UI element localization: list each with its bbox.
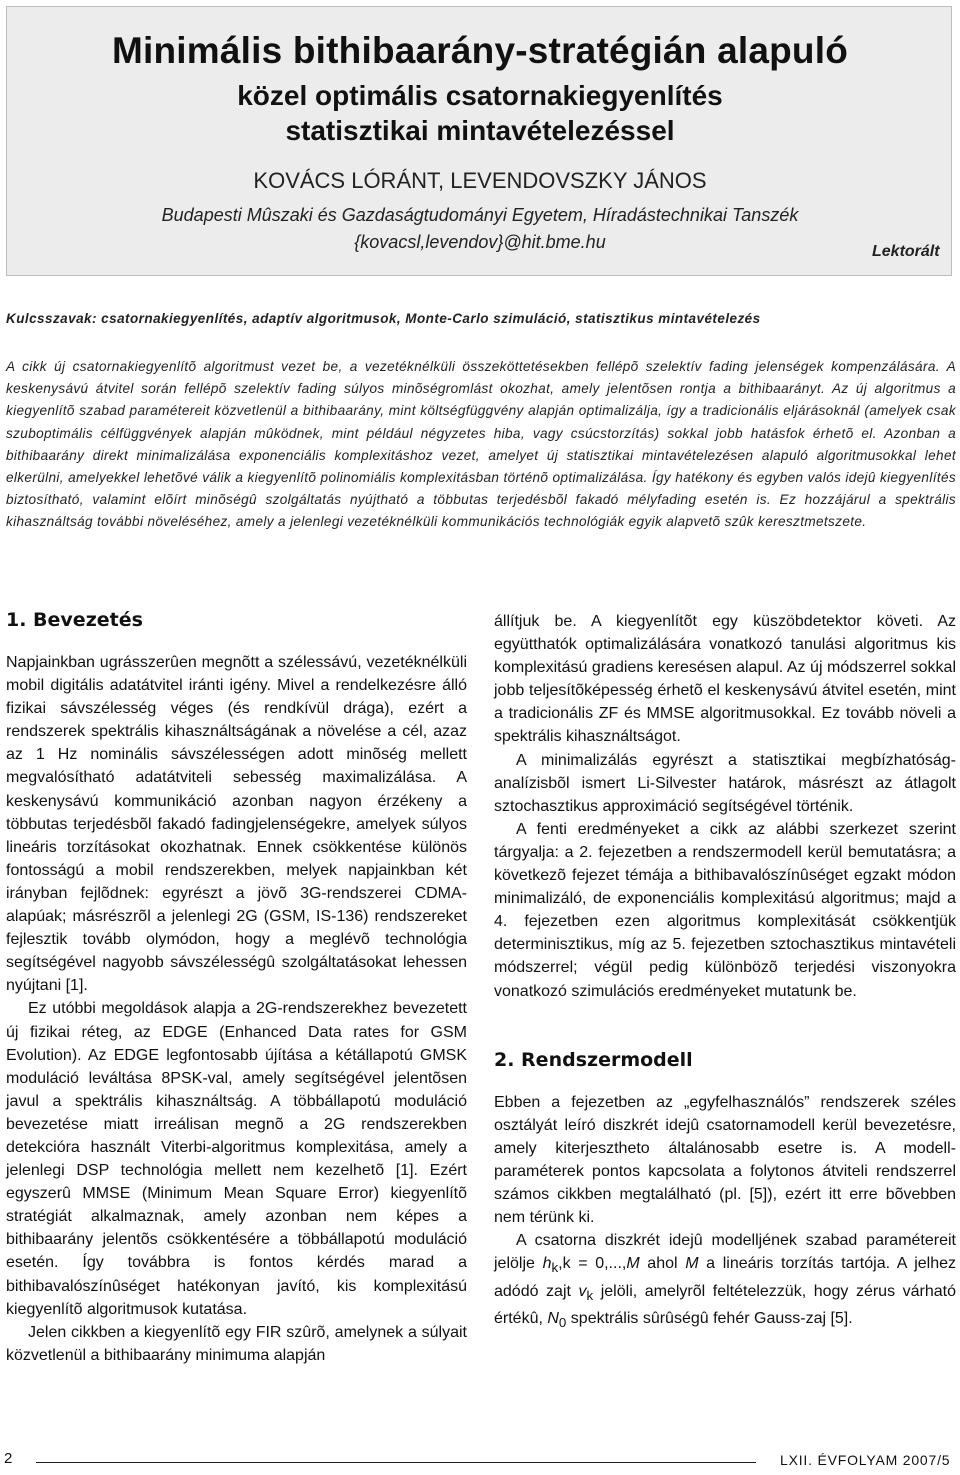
page-number: 2 xyxy=(4,1450,13,1467)
authors: KOVÁCS LÓRÁNT, LEVENDOVSZKY JÁNOS xyxy=(253,168,707,193)
math-N: N xyxy=(547,1309,559,1327)
math-M: M xyxy=(626,1255,640,1273)
text-fragment: ahol xyxy=(639,1255,686,1273)
title-line-2: közel optimális csatornakiegyenlítés xyxy=(237,80,723,111)
paragraph: A fenti eredményeket a cikk az alábbi szerkezet szerint tárgyalja: a 2. fejezetben a rendszermodell kerül bemutatásra; a következõ fejezet témája a bithibavalószínûséget egzakt módon minimalizáló, de exponenciális komplexitású algoritmus; majd a 4. fejezetben ezen algoritmus komplexitását csökkentjük determinisztikus, míg az 5. fejezetben sztochasztikus mintavételi módszerrel; végül pedig különbözõ terjedési viszonyokra vonatkozó szimulációs eredményeket mutatunk be. xyxy=(494,820,956,1000)
paragraph: Ebben a fejezetben az „egyfelhasználós” rendszerek széles osztályát leíró diszkrét idejû csatornamodell kerül bevezetésre, amely kiterjesztheto általánosabb esetre is. A modell-paraméterek pontos kapcsolata a folytonos átviteli rendszerrel számos cikkben megtalálható (pl. [5]), ezért itt erre bõvebben nem térünk ki. xyxy=(494,1093,956,1227)
reviewed-badge: Lektorált xyxy=(872,243,940,260)
math-sub-k: k xyxy=(551,1260,559,1276)
journal-issue: LXII. ÉVFOLYAM 2007/5 xyxy=(780,1452,951,1468)
paragraph: Jelen cikkben a kiegyenlítõ egy FIR szûrõ, amelynek a súlyait közvetlenül a bithibaarány minimuma alapján xyxy=(6,1323,467,1364)
text-fragment: A csatorna diszkrét idejû modelljének szabad paramétereit jelölje xyxy=(494,1232,956,1273)
paragraph: Napjainkban ugrásszerûen megnõtt a szélessávú, vezetéknélküli mobil digitális adatátvitel iránti igény. Mivel a rendelkezésre álló fizikai sávszélesség véges (és rendkívül drága), ezért a rendszerek spektrális kihasználtságának a növelése a cél, azaz az 1 Hz nominális sávszélességen adott minõség mellett megvalósítható adatátviteli sebesség maximalizálása. A keskenysávú kommunikáció azonban nagyon érzékeny a többutas terjedésbõl fakadó fadingjelenségekre, amelyek súlyos lineáris torzításokat okozhatnak. Ennek csökkentése különös fontosságú a mobil rendszerekben, melyek napjainkban két irányban fejlõdnek: egyrészt a jövõ 3G-rendszerei CDMA-alapúak; másrészrõl a jelenlegi 2G (GSM, IS-136) rendszereket fejlesztik tovább olymódon, hogy a meglévõ technológia segítségével nagyobb sávszélességû szolgáltatásokat lehessen nyújtani [1]. xyxy=(6,654,467,995)
math-sub-0: 0 xyxy=(558,1315,567,1330)
math-M: M xyxy=(685,1255,699,1273)
paragraph: állítjuk be. A kiegyenlítõt egy küszöbdetektor követi. Az együtthatók optimalizálására vonatkozó tanulási algoritmus kis komplexitású gradiens keresésen alapul. Az új módszerrel sokkal jobb teljesítõképesség érhetõ el keskenysávú átvitel esetén, mint a tradicionális ZF és MMSE algoritmusokkal. Ez tovább növeli a spektrális kihasználtságot. xyxy=(494,613,956,746)
email: {kovacsl,levendov}@hit.bme.hu xyxy=(354,232,606,252)
footer-rule xyxy=(36,1462,756,1463)
text-fragment: a lineáris torzítás tartója. A jelhez adódó zajt xyxy=(494,1255,957,1300)
title-line-1: Minimális bithibaarány-stratégián alapuló xyxy=(111,30,849,71)
section-heading-system-model: 2. Rendszermodell xyxy=(494,1048,693,1071)
text-fragment: jelöli, amelyrõl feltételezzük, hogy zérus várható értékû, xyxy=(494,1282,956,1327)
section-heading-introduction: 1. Bevezetés xyxy=(6,609,143,631)
right-column xyxy=(494,610,956,1334)
paragraph: Ez utóbbi megoldások alapja a 2G-rendszerekhez bevezetett új fizikai réteg, az EDGE (Enhanced Data rates for GSM Evolution). Az EDGE legfontosabb újítása a kétállapotú GMSK moduláció leváltása 8PSK-val, amely segítségével jelentõsen javul a spektrális kihasználtság. A többállapotú moduláció bevezetése miatt irreálisan megnõ a 2G rendszerekben detekcióra használt Viterbi-algoritmus komplexitása, amely a jelenlegi DSP technológia mellett nem kezelhetõ [1]. Ezért egyszerû MMSE (Minimum Mean Square Error) kiegyenlítõ stratégiát alkalmaznak, amely azonban nem képes a bithibaarány jelentõs csökkentésére a többállapotú moduláció esetén. Így továbbra is fontos kérdés marad a bithibavalószínûséget hatékonyan javító, kis komplexitású kiegyenlítõ algoritmusok kutatása. xyxy=(6,1000,467,1318)
title-line-3: statisztikai mintavételezéssel xyxy=(285,115,675,146)
math-sub-k: k xyxy=(586,1287,594,1303)
math-h: h xyxy=(542,1255,552,1273)
text-fragment: ,k = 0,..., xyxy=(558,1255,627,1273)
keywords: Kulcsszavak: csatornakiegyenlítés, adaptív algoritmusok, Monte-Carlo szimuláció, statisztikus mintavételezés xyxy=(6,311,761,326)
left-column xyxy=(6,608,467,1367)
text-fragment: spektrális sûrûségû fehér Gauss-zaj [5]. xyxy=(566,1309,853,1327)
affiliation: Budapesti Mûszaki és Gazdaságtudományi Egyetem, Híradástechnikai Tanszék xyxy=(161,205,799,225)
abstract: A cikk új csatornakiegyenlítõ algoritmust vezet be, a vezetéknélküli összeköttetésekben fellépõ szelektív fading jelenségek kompenzálására. A keskenysávú átvitel során fellépõ szelektív fading súlyos minõségromlást okozhat, amely jelentõsen rontja a bithibaarányt. Az új algoritmus a kiegyenlítõ szabad paramétereit közvetlenül a bithibaarány, mint költségfüggvény alapján optimalizálja, így a tradicionális eljárásoknál (amelyek csak szuboptimális célfüggvények alapján mûködnek, mint például négyzetes hiba, vagy csúcstorzítás) sokkal jobb hatásfok érhetõ el. Azonban a bithibaarány direkt minimalizálása exponenciális komplexitáshoz vezet, amelyet új statisztikai mintavételezésen alapuló algoritmusokkal lehet elkerülni, amelyekkel lehetõvé válik a kiegyenlítõ polinomiális komplexitásban történõ optimalizálása. Így hatékony és egyben valós idejû kiegyenlítés biztosítható, valamint elõírt minõségû szolgáltatás nyújtható a többutas terjedésbõl fakadó mélyfading esetén is. Ez hozzájárul a spektrális kihasználtság további növeléséhez, amely a jelenlegi vezetéknélküli kommunikációs technológiák egyik alapvetõ szûk keresztmetszete. xyxy=(6,359,956,530)
math-v: v xyxy=(578,1282,587,1300)
paragraph-channel-params xyxy=(494,1229,956,1334)
paragraph: A minimalizálás egyrészt a statisztikai megbízhatóság-analízisbõl ismert Li-Silvester határok, másrészt az átlagolt sztochasztikus approximáció segítségével történik. xyxy=(494,751,956,815)
